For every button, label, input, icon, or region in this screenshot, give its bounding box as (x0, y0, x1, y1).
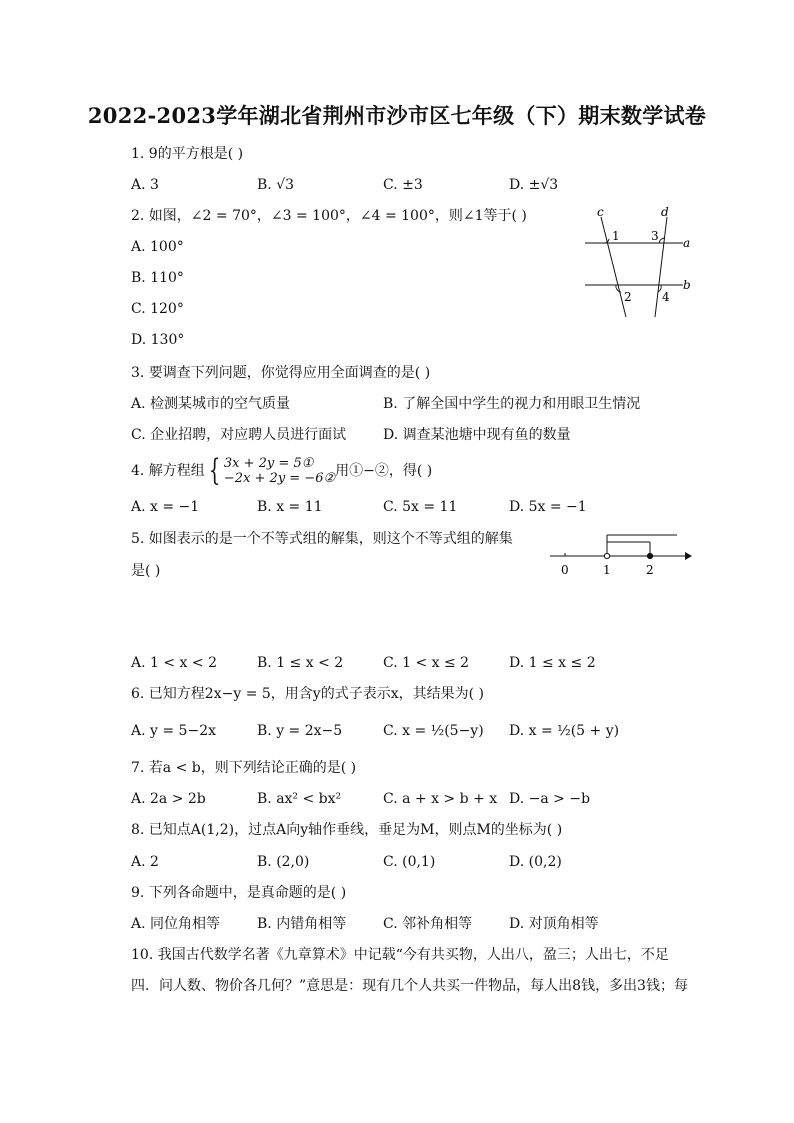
system-brace: { (208, 453, 221, 488)
question-7-option-a: A. 2a > 2b (131, 791, 206, 807)
question-2-option-a: A. 100° (131, 239, 184, 255)
question-2-figure (575, 205, 700, 320)
question-1-option-a: A. 3 (131, 177, 159, 193)
question-8-option-c: C. (0,1) (383, 854, 436, 870)
question-7-option-c: C. a + x > b + x (383, 791, 498, 807)
tick-label-0: 0 (561, 563, 569, 577)
question-8-option-b: B. (2,0) (257, 854, 310, 870)
question-4-option-a: A. x = −1 (131, 499, 200, 515)
tick-label-2: 2 (646, 563, 654, 577)
label-a: a (683, 236, 691, 250)
question-6-stem: 6. 已知方程2x−y = 5，用含y的式子表示x，其结果为( ) (131, 686, 484, 702)
question-2-option-b: B. 110° (131, 270, 184, 286)
question-4-stem (131, 455, 432, 487)
question-4-option-c: C. 5x = 11 (383, 499, 458, 515)
question-4-suffix: 用①−②，得( ) (335, 463, 433, 479)
label-c: c (597, 205, 604, 219)
question-4-prefix: 4. 解方程组 (131, 463, 205, 479)
question-5-option-d: D. 1 ≤ x ≤ 2 (509, 655, 596, 671)
question-3-option-a: A. 检测某城市的空气质量 (131, 396, 291, 412)
question-8-option-a: A. 2 (131, 854, 159, 870)
question-10-line-2: 四．问人数、物价各几何？”意思是：现有几个人共买一件物品，每人出8钱，多出3钱；每 (131, 978, 688, 994)
label-b: b (683, 278, 691, 292)
question-3-stem: 3. 要调查下列问题，你觉得应用全面调查的是( ) (131, 365, 431, 381)
question-6-option-a: A. y = 5−2x (131, 723, 216, 739)
question-4-option-b: B. x = 11 (257, 499, 323, 515)
question-10-line-1: 10. 我国古代数学名著《九章算术》中记载“今有共买物，人出八，盈三；人出七，不足 (131, 947, 669, 963)
question-2-stem: 2. 如图，∠2 = 70°，∠3 = 100°，∠4 = 100°，则∠1等于( ) (131, 208, 527, 224)
question-3-option-d: D. 调查某池塘中现有鱼的数量 (383, 427, 571, 443)
open-point-1 (604, 553, 609, 558)
label-angle-3: 3 (651, 229, 659, 243)
question-2-option-c: C. 120° (131, 301, 184, 317)
equation-2: −2x + 2y = −6② (223, 471, 336, 486)
axis-arrow-icon (685, 552, 692, 560)
question-8-stem: 8. 已知点A(1,2)，过点A向y轴作垂线，垂足为M，则点M的坐标为( ) (131, 822, 563, 838)
question-5-stem-line2: 是( ) (131, 563, 161, 579)
question-5-option-c: C. 1 < x ≤ 2 (383, 655, 470, 671)
question-1-option-c: C. ±3 (383, 177, 423, 193)
question-1-stem: 1. 9的平方根是( ) (131, 146, 244, 162)
question-7-stem: 7. 若a < b，则下列结论正确的是( ) (131, 760, 357, 776)
question-9-option-a: A. 同位角相等 (131, 916, 221, 932)
question-5-option-a: A. 1 < x < 2 (131, 655, 217, 671)
question-6-option-b: B. y = 2x−5 (257, 723, 343, 739)
question-5-option-b: B. 1 ≤ x < 2 (257, 655, 344, 671)
equation-1: 3x + 2y = 5① (223, 456, 314, 471)
question-7-option-d: D. −a > −b (509, 791, 591, 807)
question-4-option-d: D. 5x = −1 (509, 499, 587, 515)
question-3-option-c: C. 企业招聘，对应聘人员进行面试 (131, 427, 347, 443)
label-angle-4: 4 (662, 290, 670, 304)
tick-label-1: 1 (603, 563, 611, 577)
question-1-option-d: D. ±√3 (509, 177, 559, 193)
question-9-option-c: C. 邻补角相等 (383, 916, 473, 932)
question-1-option-b: B. √3 (257, 177, 295, 193)
page-title: 2022-2023学年湖北省荆州市沙市区七年级（下）期末数学试卷 (87, 103, 707, 128)
question-9-option-d: D. 对顶角相等 (509, 916, 599, 932)
question-8-option-d: D. (0,2) (509, 854, 562, 870)
question-6-option-c: C. x = ½(5−y) (383, 723, 484, 739)
question-5-stem-line1: 5. 如图表示的是一个不等式组的解集，则这个不等式组的解集 (131, 531, 513, 547)
question-6-option-d: D. x = ½(5 + y) (509, 723, 620, 739)
question-3-option-b: B. 了解全国中学生的视力和用眼卫生情况 (383, 396, 641, 412)
question-9-stem: 9. 下列各命题中，是真命题的是( ) (131, 885, 347, 901)
closed-point-2 (647, 553, 652, 558)
label-d: d (661, 205, 669, 219)
label-angle-2: 2 (624, 290, 632, 304)
question-9-option-b: B. 内错角相等 (257, 916, 347, 932)
question-2-option-d: D. 130° (131, 332, 185, 348)
number-line-figure (545, 528, 695, 580)
label-angle-1: 1 (612, 229, 620, 243)
question-7-option-b: B. ax² < bx² (257, 791, 342, 807)
equation-system (224, 456, 335, 486)
